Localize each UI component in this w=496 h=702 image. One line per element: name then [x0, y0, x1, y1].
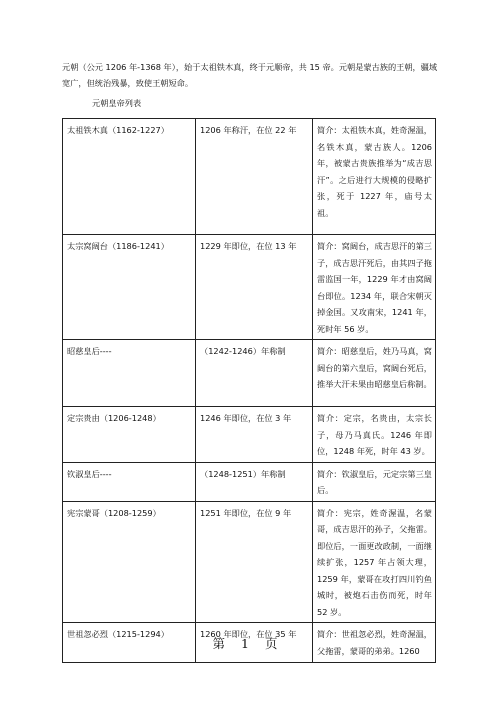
emperor-bio: 简介：钦淑皇后，元定宗第三皇后。: [313, 462, 436, 501]
emperor-bio: 简介：世祖忽必烈，姓奇渥温，父拖雷，蒙哥的弟弟。1260: [313, 623, 436, 663]
reign-period: 1260 年即位，在位 35 年: [196, 623, 313, 663]
reign-period: 1229 年即位，在位 13 年: [196, 235, 313, 340]
reign-period: 1246 年即位，在位 3 年: [196, 407, 313, 463]
emperor-name: 太祖铁木真（1162-1227）: [63, 119, 196, 235]
reign-period: 1206 年称汗，在位 22 年: [196, 119, 313, 235]
emperor-bio: 简介：昭慈皇后，姓乃马真，窝阔台的第六皇后，窝阔台死后，推举大汗未果由昭慈皇后称制。: [313, 340, 436, 407]
emperor-name: 昭慈皇后----: [63, 340, 196, 407]
intro-paragraph: 元朝（公元 1206 年-1368 年），始于太祖铁木真，终于元顺帝，共 15 帝。元朝是蒙古族的王朝，疆域宽广，但统治残暴，致使王朝短命。: [62, 62, 438, 88]
emperor-table: [62, 118, 436, 663]
emperor-name: 定宗贵由（1206-1248）: [63, 407, 196, 463]
table-row: [63, 407, 436, 463]
table-row: [63, 501, 436, 623]
table-row: [63, 119, 436, 235]
emperor-bio: 简介：窝阔台，成吉思汗的第三子，成吉思汗死后，由其四子拖雷监国一年，1229 年才由窝阔台即位。1234 年，联合宋朝灭掉金国。又攻南宋，1241 年，死时年 56 岁。: [313, 235, 436, 340]
emperor-name: 太宗窝阔台（1186-1241）: [63, 235, 196, 340]
emperor-name: 世祖忽必烈（1215-1294）: [63, 623, 196, 663]
page-number: 第 1 页: [212, 636, 284, 651]
reign-period: （1242-1246）年称制: [196, 340, 313, 407]
table-row: [63, 235, 436, 340]
emperor-bio: 简介：宪宗，姓奇渥温，名蒙哥，成吉思汗的孙子，父拖雷。即位后，一面更改政制，一面继续扩张，1257 年占领大理，1259 年，蒙哥在攻打四川钓鱼城时，被炮石击伤而死，时年 52 岁。: [313, 501, 436, 623]
emperor-name: 宪宗蒙哥（1208-1259）: [63, 501, 196, 623]
emperor-name: 钦淑皇后----: [63, 462, 196, 501]
reign-period: 1251 年即位，在位 9 年: [196, 501, 313, 623]
emperor-bio: 简介：定宗，名贵由，太宗长子，母乃马真氏。1246 年即位，1248 年死，时年 43 岁。: [313, 407, 436, 463]
reign-period: （1248-1251）年称制: [196, 462, 313, 501]
table-row: [63, 340, 436, 407]
table-row: [63, 462, 436, 501]
emperor-bio: 简介：太祖铁木真，姓奇渥温，名铁木真，蒙古族人。1206年，被蒙古贵族推举为“成吉思汗”。之后进行大规模的侵略扩张，死于 1227 年，庙号太祖。: [313, 119, 436, 235]
table-caption: 元朝皇帝列表: [92, 98, 142, 108]
